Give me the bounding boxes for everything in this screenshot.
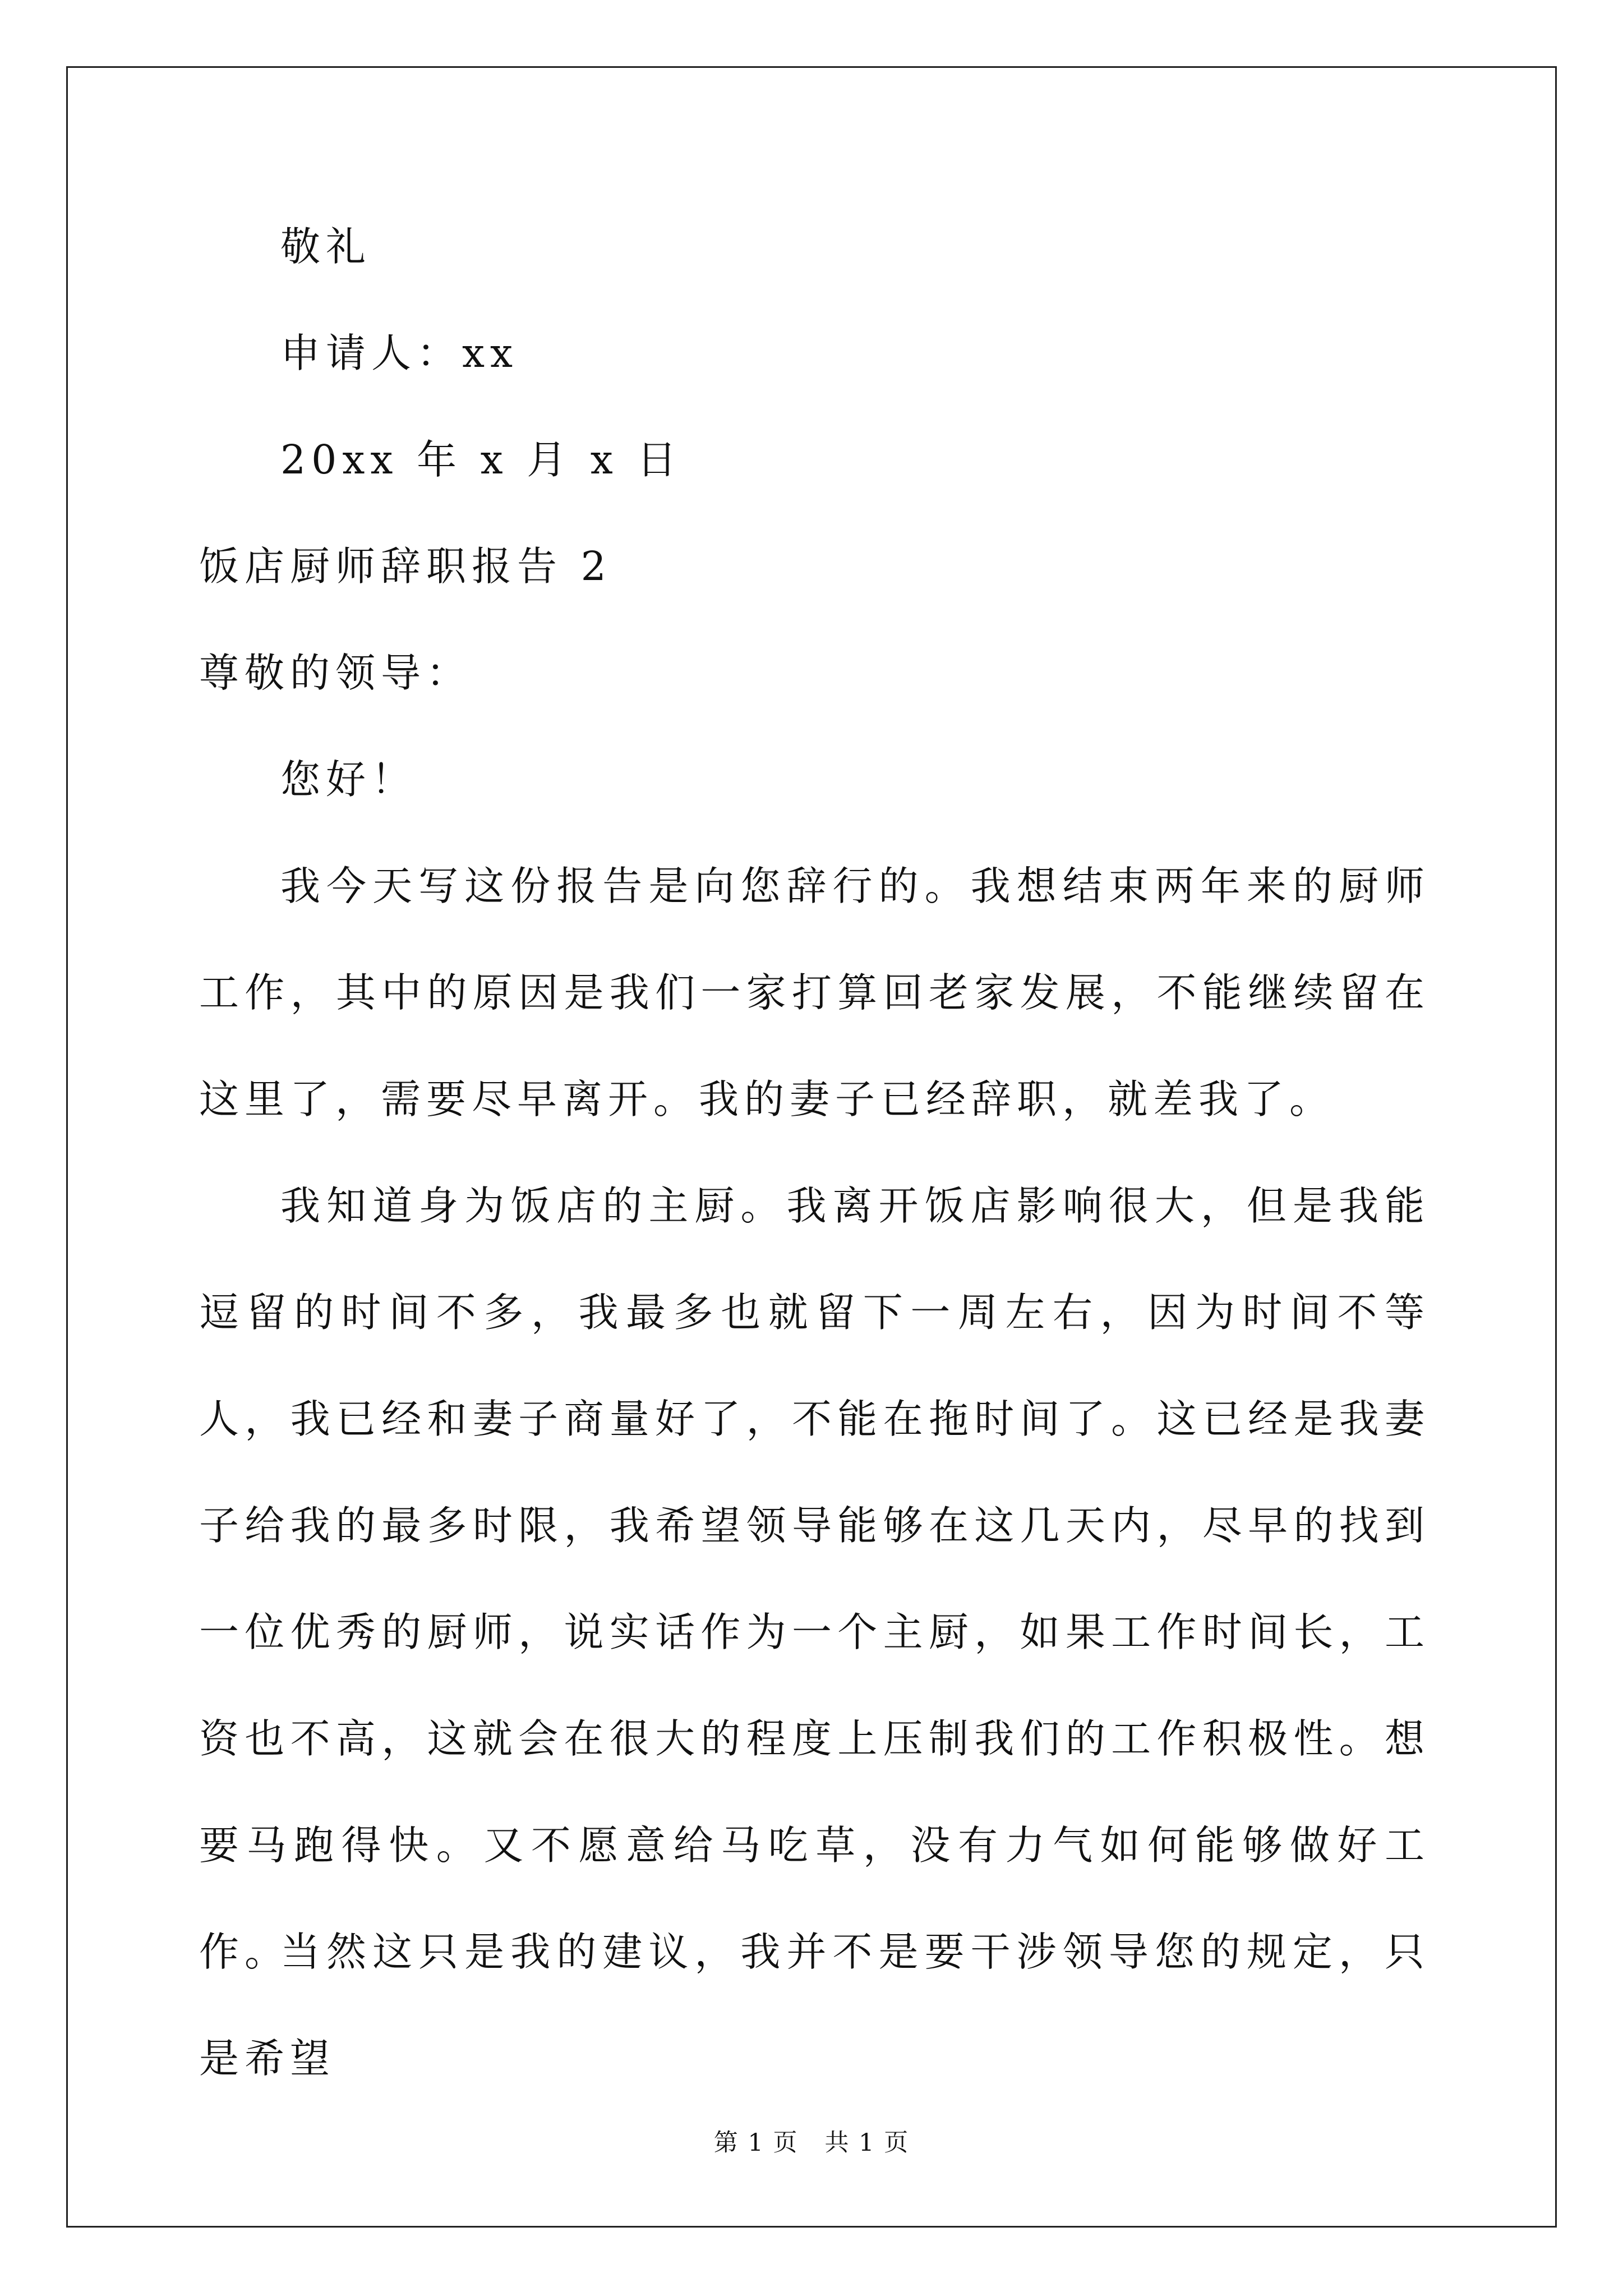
page-footer bbox=[0, 2126, 1623, 2160]
salutation: 尊敬的领导： bbox=[199, 650, 472, 696]
paragraph-1: 我今天写这份报告是向您辞行的。我想结束两年来的厨师工作，其中的原因是我们一家打算回老家发展，不能继续留在这里了，需要尽早离开。我的妻子已经辞职，就差我了。 bbox=[199, 863, 1430, 1122]
closing-line: 敬礼 bbox=[280, 223, 372, 270]
footer-page-current: 第 1 页 bbox=[713, 2129, 799, 2157]
paragraph-3: 当然这只是我的建议，我并不是要干涉领导您的规定，只是希望 bbox=[199, 1929, 1430, 2082]
paragraph-2: 我知道身为饭店的主厨。我离开饭店影响很大，但是我能逗留的时间不多，我最多也就留下一周左右，因为时间不等人，我已经和妻子商量好了，不能在拖时间了。这已经是我妻子给我的最多时限，我希望领导能够在这几天内，尽早的找到一位优秀的厨师，说实话作为一个主厨，如果工作时间长，工资也不高，这就会在很大的程度上压制我们的工作积极性。想要马跑得快。又不愿意给马吃草，没有力气如何能够做好工作。 bbox=[199, 1182, 1430, 1975]
applicant-line: 申请人：xx bbox=[280, 330, 519, 376]
footer-page-total: 共 1 页 bbox=[824, 2129, 910, 2157]
greeting: 您好！ bbox=[280, 756, 417, 803]
report-title: 饭店厨师辞职报告 2 bbox=[199, 543, 612, 590]
date-line: 20xx 年 x 月 x 日 bbox=[280, 436, 683, 483]
